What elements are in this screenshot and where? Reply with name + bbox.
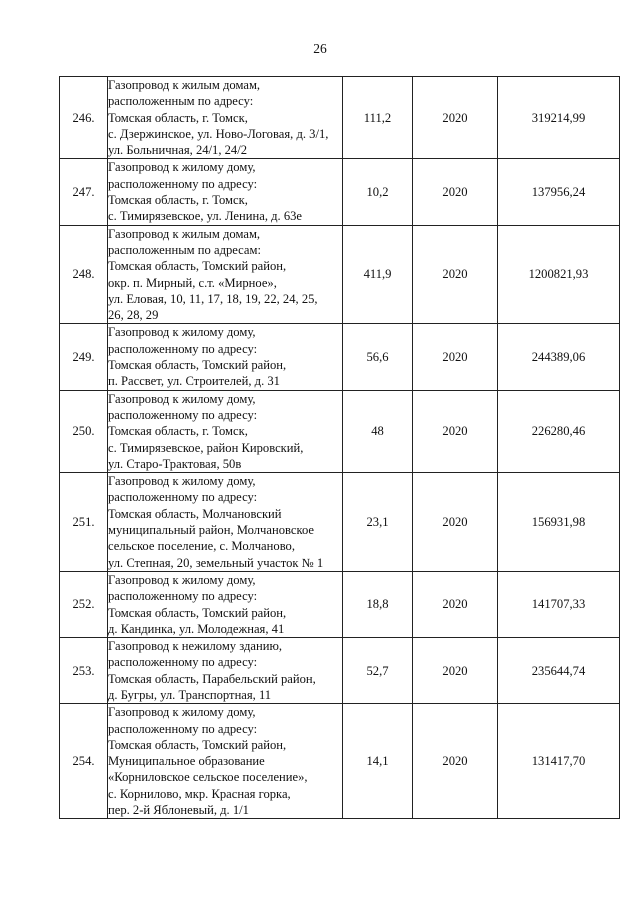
length-cell: 23,1 xyxy=(343,473,413,572)
description-line: ул. Больничная, 24/1, 24/2 xyxy=(108,143,248,158)
year-cell: 2020 xyxy=(413,638,498,704)
description-line: «Корниловское сельское поселение», xyxy=(108,770,308,785)
description-line: Томская область, Молчановский xyxy=(108,506,282,521)
description-line: Газопровод к жилому дому, xyxy=(108,572,256,587)
row-number-cell: 254. xyxy=(60,704,108,819)
object-description-cell xyxy=(108,704,343,819)
description-line: Газопровод к жилым домам, xyxy=(108,226,261,241)
table-row xyxy=(60,159,620,225)
page-number: 26 xyxy=(313,41,327,56)
description-line: ул. Старо-Трактовая, 50в xyxy=(108,456,242,471)
table-body xyxy=(60,77,620,819)
year-cell: 2020 xyxy=(413,704,498,819)
description-line: Томская область, Томский район, xyxy=(108,605,287,620)
description-line: Газопровод к жилому дому, xyxy=(108,325,256,340)
cost-cell: 137956,24 xyxy=(498,159,620,225)
cost-cell: 319214,99 xyxy=(498,77,620,159)
object-description-cell xyxy=(108,225,343,324)
cost-cell: 226280,46 xyxy=(498,390,620,472)
row-number-cell: 251. xyxy=(60,473,108,572)
length-cell: 10,2 xyxy=(343,159,413,225)
length-cell: 56,6 xyxy=(343,324,413,390)
description-line: расположенному по адресу: xyxy=(108,721,258,736)
description-line: с. Тимирязевское, район Кировский, xyxy=(108,440,304,455)
description-line: сельское поселение, с. Молчаново, xyxy=(108,539,295,554)
description-line: Томская область, г. Томск, xyxy=(108,110,248,125)
description-line: с. Тимирязевское, ул. Ленина, д. 63е xyxy=(108,209,303,224)
description-line: расположенному по адресу: xyxy=(108,655,258,670)
description-line: с. Корнилово, мкр. Красная горка, xyxy=(108,786,291,801)
cost-cell: 131417,70 xyxy=(498,704,620,819)
description-line: расположенным по адресам: xyxy=(108,242,261,257)
description-line: ул. Степная, 20, земельный участок № 1 xyxy=(108,555,324,570)
description-line: Газопровод к жилому дому, xyxy=(108,391,256,406)
cost-cell: 141707,33 xyxy=(498,571,620,637)
table-row xyxy=(60,638,620,704)
cost-cell: 1200821,93 xyxy=(498,225,620,324)
year-cell: 2020 xyxy=(413,390,498,472)
row-number-cell: 253. xyxy=(60,638,108,704)
object-description-cell xyxy=(108,390,343,472)
object-description-cell xyxy=(108,159,343,225)
length-cell: 18,8 xyxy=(343,571,413,637)
description-line: расположенному по адресу: xyxy=(108,589,258,604)
length-cell: 411,9 xyxy=(343,225,413,324)
description-line: Газопровод к жилому дому, xyxy=(108,705,256,720)
row-number-cell: 252. xyxy=(60,571,108,637)
description-line: расположенному по адресу: xyxy=(108,176,258,191)
description-line: Муниципальное образование xyxy=(108,754,265,769)
row-number-cell: 248. xyxy=(60,225,108,324)
row-number-cell: 247. xyxy=(60,159,108,225)
table-row xyxy=(60,225,620,324)
description-line: муниципальный район, Молчановское xyxy=(108,523,314,538)
description-line: д. Кандинка, ул. Молодежная, 41 xyxy=(108,621,285,636)
length-cell: 52,7 xyxy=(343,638,413,704)
length-cell: 14,1 xyxy=(343,704,413,819)
description-line: окр. п. Мирный, с.т. «Мирное», xyxy=(108,275,277,290)
length-cell: 48 xyxy=(343,390,413,472)
description-line: Газопровод к нежилому зданию, xyxy=(108,639,283,654)
cost-cell: 235644,74 xyxy=(498,638,620,704)
year-cell: 2020 xyxy=(413,77,498,159)
object-description-cell xyxy=(108,77,343,159)
description-line: Газопровод к жилому дому, xyxy=(108,160,256,175)
description-line: пер. 2-й Яблоневый, д. 1/1 xyxy=(108,803,249,818)
length-cell: 111,2 xyxy=(343,77,413,159)
description-line: расположенному по адресу: xyxy=(108,407,258,422)
object-description-cell xyxy=(108,473,343,572)
row-number-cell: 246. xyxy=(60,77,108,159)
description-line: Томская область, Томский район, xyxy=(108,737,287,752)
description-line: Томская область, Томский район, xyxy=(108,358,287,373)
description-line: расположенному по адресу: xyxy=(108,490,258,505)
description-line: расположенному по адресу: xyxy=(108,341,258,356)
description-line: Газопровод к жилым домам, xyxy=(108,78,261,92)
year-cell: 2020 xyxy=(413,225,498,324)
description-line: п. Рассвет, ул. Строителей, д. 31 xyxy=(108,374,280,389)
table-row xyxy=(60,77,620,159)
gas-pipeline-table xyxy=(59,76,620,819)
year-cell: 2020 xyxy=(413,159,498,225)
description-line: ул. Еловая, 10, 11, 17, 18, 19, 22, 24, 25, xyxy=(108,291,318,306)
table-row xyxy=(60,704,620,819)
description-line: с. Дзержинское, ул. Ново-Логовая, д. 3/1, xyxy=(108,126,329,141)
cost-cell: 156931,98 xyxy=(498,473,620,572)
description-line: Томская область, Парабельский район, xyxy=(108,671,316,686)
object-description-cell xyxy=(108,324,343,390)
year-cell: 2020 xyxy=(413,473,498,572)
table-row xyxy=(60,571,620,637)
object-description-cell xyxy=(108,571,343,637)
description-line: Томская область, Томский район, xyxy=(108,259,287,274)
row-number-cell: 249. xyxy=(60,324,108,390)
cost-cell: 244389,06 xyxy=(498,324,620,390)
table-row xyxy=(60,390,620,472)
table-row xyxy=(60,473,620,572)
description-line: 26, 28, 29 xyxy=(108,308,159,323)
year-cell: 2020 xyxy=(413,324,498,390)
description-line: д. Бугры, ул. Транспортная, 11 xyxy=(108,687,272,702)
description-line: Газопровод к жилому дому, xyxy=(108,474,256,489)
description-line: Томская область, г. Томск, xyxy=(108,193,248,208)
row-number-cell: 250. xyxy=(60,390,108,472)
table-row xyxy=(60,324,620,390)
description-line: Томская область, г. Томск, xyxy=(108,424,248,439)
description-line: расположенным по адресу: xyxy=(108,94,254,109)
object-description-cell xyxy=(108,638,343,704)
year-cell: 2020 xyxy=(413,571,498,637)
